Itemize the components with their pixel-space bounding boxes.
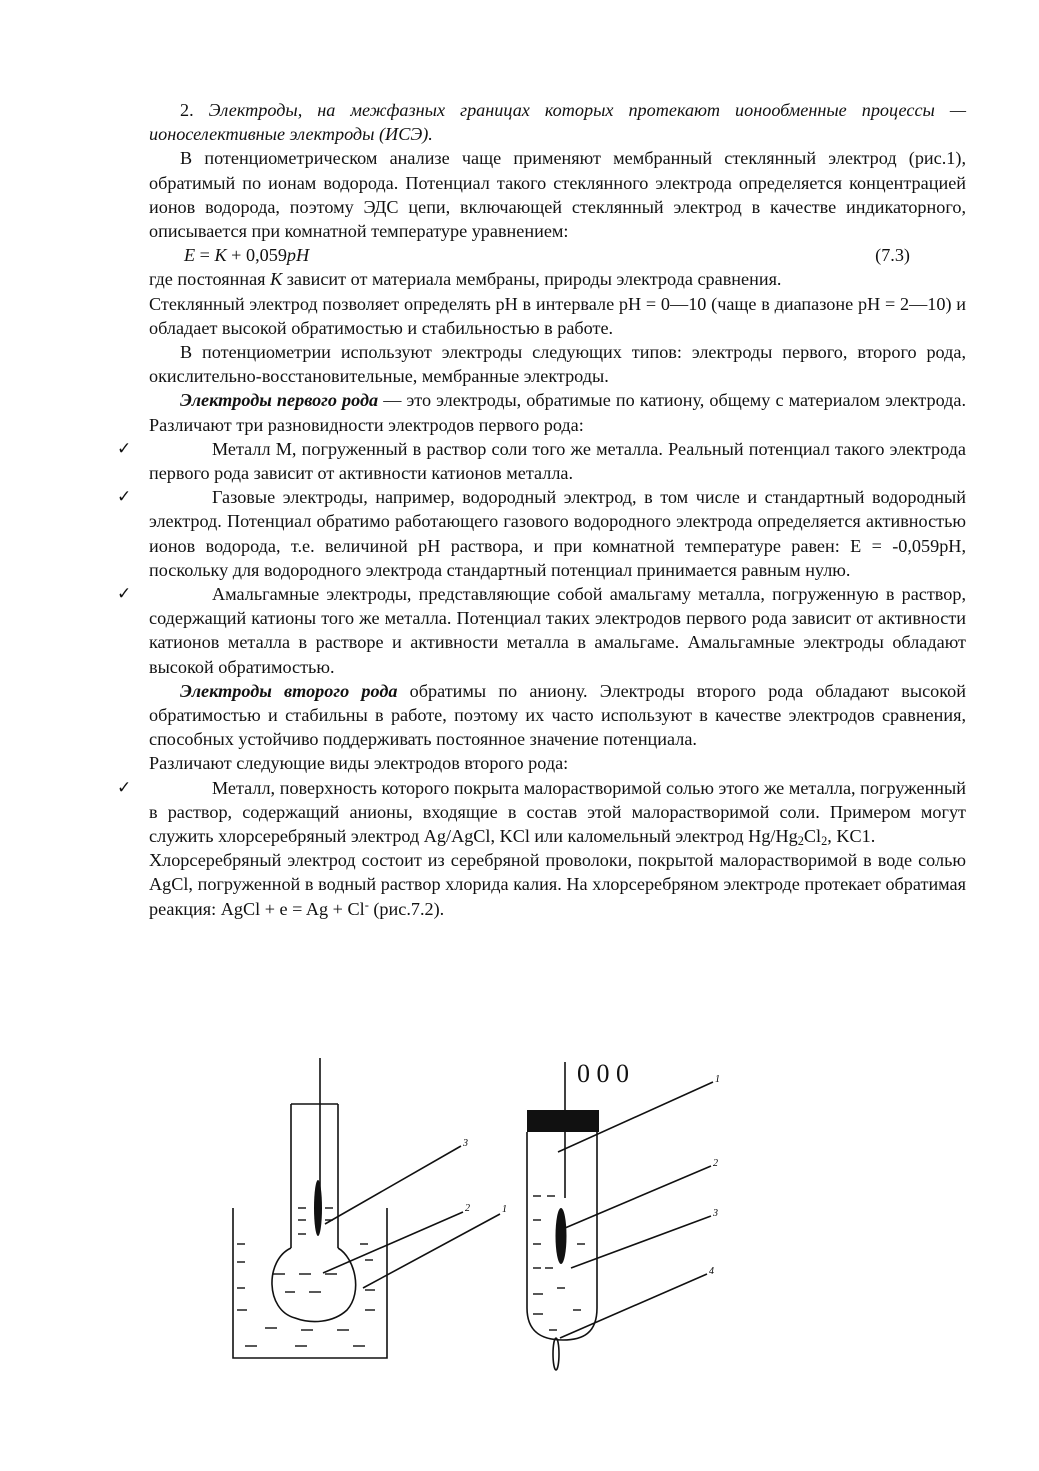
label-left-2: 2: [465, 1203, 470, 1214]
equation-number: (7.3): [875, 245, 910, 266]
section-number: 2.: [180, 100, 194, 120]
list-item: ✓ Металл М, погруженный в раствор соли того же металла. Реальный потенциал такого электрода первого рода зависит от активности катионов металла.: [117, 438, 966, 484]
list-item: ✓ Амальгамные электроды, представляющие собой амальгаму металла, погруженную в раствор, содержащий катионы того же металла. Потенциал таких электродов первого рода зависит от активности катионов металла в растворе и активности металла в амальгаме. Амальгамные электроды обладают высокой обратимостью.: [117, 584, 966, 677]
label-right-4: 4: [709, 1266, 714, 1277]
checkmark-icon: ✓: [117, 584, 132, 605]
term-second-kind: Электроды второго рода: [180, 680, 398, 701]
label-right-1: 1: [715, 1074, 720, 1085]
electrode-cap: [527, 1110, 599, 1132]
electrode-element-right: [556, 1208, 567, 1264]
label-left-3: 3: [463, 1138, 468, 1149]
paragraph-silver-chloride-electrode: Хлорсеребряный электрод состоит из серебряной проволоки, покрытой малорастворимой в воде солью AgCl, погруженной в водный раствор хлорида калия. На хлорсеребряном электроде протекает обратимая реакция: AgCl + e = Ag + Cl- (рис.7.2).: [149, 850, 966, 919]
list-item: ✓ Металл, поверхность которого покрыта малорастворимой солью этого же металла, погруженный в раствор, содержащий анионы, входящие в состав этой малорастворимой соли. Примером могут служить хлорсеребряный электрод Ag/AgCl, KCl или каломельный электрод $Hg/Hg_2Cl_2$, KC1.: [117, 777, 966, 849]
section-heading: [149, 98, 966, 146]
document-page: [117, 98, 967, 921]
paragraph-first-kind: Электроды первого рода — это электроды, обратимые по катиону, общему с материалом электрода. Различают три разновидности электродов первого рода:: [149, 390, 967, 435]
top-marks: 0 0 0: [577, 1059, 629, 1088]
equation-formula: E = K + 0,059pH: [184, 245, 310, 266]
figure-electrodes: [225, 1048, 745, 1378]
glass-electrode-drawing: [233, 1058, 500, 1358]
paragraph-second-kind-list-intro: Различают следующие виды электродов второго рода:: [149, 753, 569, 774]
paragraph-glass-electrode: В потенциометрическом анализе чаще применяют мембранный стеклянный электрод (рис.1), обратимый по ионам водорода. Потенциал такого стеклянного электрода определяется концентрацией ионов водорода, поэтому ЭДС цепи, включающей стеклянный электрод в качестве индикаторного, описывается при комнатной температуре уравнением:: [149, 148, 966, 242]
paragraph-where: где постоянная K зависит от материала мембраны, природы электрода сравнения.: [149, 269, 782, 290]
figure-electrodes-drawing: [225, 1048, 745, 1378]
checkmark-icon: ✓: [117, 487, 132, 508]
paragraph-electrode-types: В потенциометрии используют электроды следующих типов: электроды первого, второго рода, окислительно-восстановительные, мембранные электроды.: [149, 342, 966, 387]
equation-7-3: [149, 243, 966, 267]
checkmark-icon: ✓: [117, 438, 132, 459]
paragraph-second-kind: Электроды второго рода обратимы по аниону. Электроды второго рода обладают высокой обратимостью и стабильны в работе, поэтому их часто используют в качестве электродов сравнения, способных устойчиво поддерживать постоянное значение потенциала.: [149, 680, 967, 750]
paragraph-ph-range: Стеклянный электрод позволяет определять pH в интервале pH = 0—10 (чаще в диапазоне pH = 2—10) и обладает высокой обратимостью и стабильностью в работе.: [149, 293, 966, 338]
section-title: Электроды, на межфазных границах которых протекают ионообменные процессы — ионоселективные электроды (ИСЭ).: [149, 100, 967, 145]
label-right-3: 3: [713, 1208, 718, 1219]
silver-chloride-electrode-drawing: [527, 1062, 713, 1370]
term-first-kind: Электроды первого рода: [180, 390, 379, 411]
list-item: ✓ Газовые электроды, например, водородный электрод, в том числе и стандартный водородный электрод. Потенциал обратимо работающего газового водородного электрода определяется активностью ионов водорода, т.е. величиной pH раствора, и при комнатной температуре равен: E = -0,059pH, поскольку для водородного электрода стандартный потенциал принимается равным нулю.: [117, 487, 966, 580]
electrode-element-left: [314, 1180, 322, 1236]
checkmark-icon: ✓: [117, 777, 132, 798]
label-left-1: 1: [502, 1204, 507, 1215]
label-right-2: 2: [713, 1158, 718, 1169]
